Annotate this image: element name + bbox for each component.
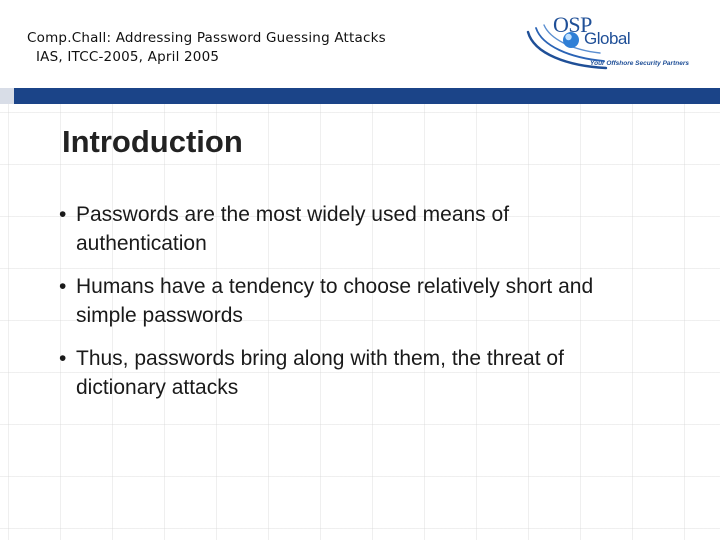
bullet-marker: • xyxy=(59,203,67,226)
logo-text-osp: OSP xyxy=(553,12,592,37)
bullet-item xyxy=(59,344,642,402)
conference-title: Comp.Chall: Addressing Password Guessing Attacks xyxy=(27,30,386,46)
bullet-item xyxy=(59,272,642,330)
bullet-item xyxy=(59,200,642,258)
slide-title: Introduction xyxy=(62,124,243,159)
bullet-text: Passwords are the most widely used means of authentication xyxy=(76,203,510,255)
bullet-marker: • xyxy=(59,275,67,298)
osp-global-logo xyxy=(520,8,695,78)
bullet-list xyxy=(59,200,642,402)
banner-left-strip xyxy=(0,88,14,104)
conference-subtitle: IAS, ITCC-2005, April 2005 xyxy=(36,49,220,65)
bullet-text: Thus, passwords bring along with them, the threat of dictionary attacks xyxy=(76,347,564,399)
slide-content xyxy=(59,118,642,416)
slide-header xyxy=(0,0,720,88)
bullet-marker: • xyxy=(59,347,67,370)
logo-tagline: Your Offshore Security Partners xyxy=(590,60,689,67)
header-banner xyxy=(0,88,720,104)
bullet-text: Humans have a tendency to choose relatively short and simple passwords xyxy=(76,275,594,327)
logo-text-global: Global xyxy=(584,29,631,48)
